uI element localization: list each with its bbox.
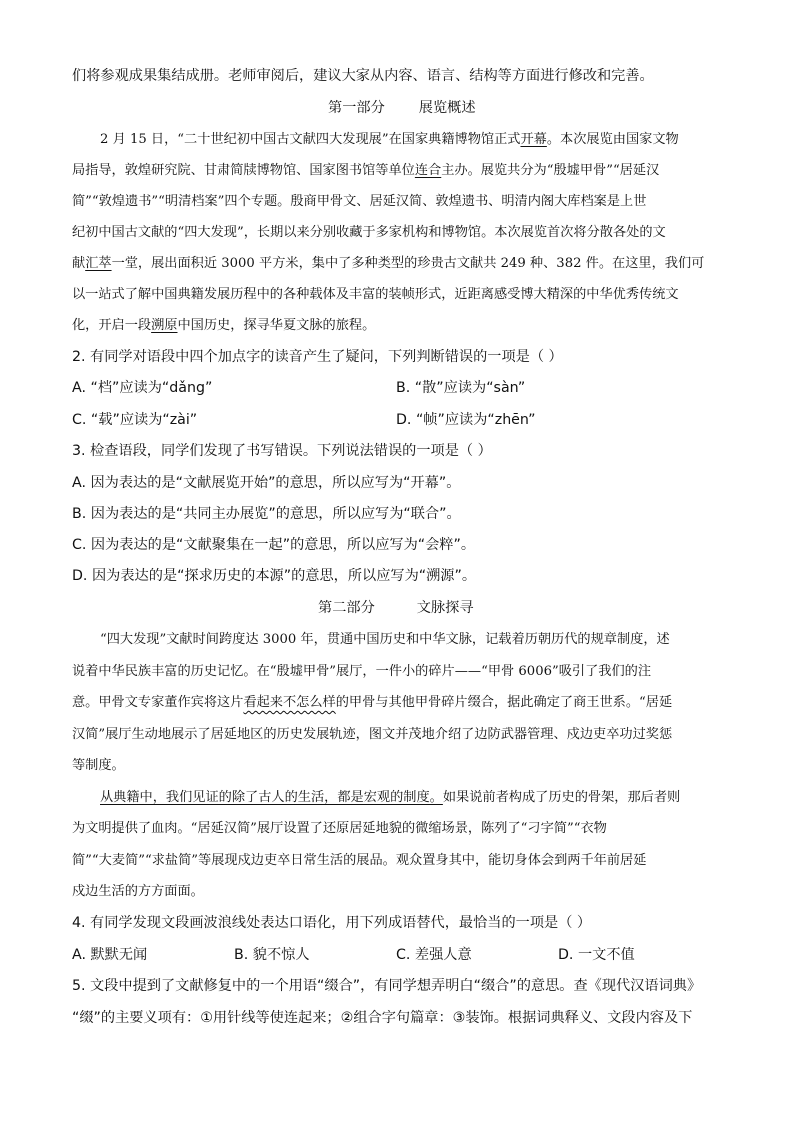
question-3-stem: 3. 检查语段，同学们发现了书写错误。下列说法错误的一项是（ ） [72,443,492,459]
part1-line-4: 纪初中国古文献的“四大发现”，长期以来分别收藏于多家机构和博物馆。本次展览首次将分散各处的文 [72,225,666,240]
question-2-option-c[interactable]: C. “载”应读为“zài” [72,412,198,428]
part1-heading [328,98,476,118]
question-4-option-b[interactable]: B. 貌不惊人 [234,947,310,963]
part2-p1-line-5: 等制度。 [72,758,125,773]
intro-line: 们将参观成果集结成册。老师审阅后，建议大家从内容、语言、结构等方面进行修改和完善。 [72,68,654,84]
part1-line-7: 化，开启一段溯原中国历史，探寻华夏文脉的旅程。 [72,318,376,333]
question-5-line-1: 5. 文段中提到了文献修复中的一个用语“缀合”，有同学想弄明白“缀合”的意思。查《现代汉语词典》 [72,978,702,994]
part2-p1-line-2: 说着中华民族丰富的历史记忆。在“殷墟甲骨”展厅，一件小的碎片——“甲骨 6006”吸引了我们的注 [72,664,652,679]
part2-p2-line-1: 从典籍中，我们见证的除了古人的生活，都是宏观的制度。如果说前者构成了历史的骨架，那后者则 [100,790,681,805]
part2-p2-line-4: 戍边生活的方方面面。 [72,884,204,899]
part2-p2-line-2: 为文明提供了血肉。“居延汉简”展厅设置了还原居延地貌的微缩场景，陈列了“刁字简”“衣物 [72,821,607,836]
question-2-option-b[interactable]: B. “散”应读为“sàn” [396,380,526,396]
typo-kaimu: 开幕 [520,132,547,147]
part2-heading-title: 文脉探寻 [416,600,474,616]
question-3-option-b[interactable]: B. 因为表达的是“共同主办展览”的意思，所以应写为“联合”。 [72,506,461,522]
typo-huicui: 汇萃 [85,256,112,271]
part1-line-2: 局指导，敦煌研究院、甘肃简牍博物馆、国家图书馆等单位连合主办。展览共分为“殷墟甲骨”“居延汉 [72,163,660,178]
part1-line-6: 以一站式了解中国典籍发展历程中的各种载体及丰富的装帧形式，近距离感受博大精深的中华优秀传统文 [72,287,679,302]
question-2-stem: 2. 有同学对语段中四个加点字的读音产生了疑问，下列判断错误的一项是（ ） [72,349,563,365]
question-3-option-d[interactable]: D. 因为表达的是“探求历史的本源”的意思，所以应写为“溯源”。 [72,568,477,584]
underlined-sentence: 从典籍中，我们见证的除了古人的生活，都是宏观的制度。 [100,790,443,805]
part1-heading-title: 展览概述 [418,100,476,116]
part2-p2-line-3: 简”“大麦简”“求盐简”等展现戍边吏卒日常生活的展品。观众置身其中，能切身体会到两千年前居延 [72,853,647,868]
part2-p1-line-3: 意。甲骨文专家董作宾将这片看起来不怎么样的甲骨与其他甲骨碎片缀合，据此确定了商王世系。“居延 [72,695,673,710]
question-2-option-a[interactable]: A. “档”应读为“dǎng” [72,380,213,396]
part2-p1-line-4: 汉简”展厅生动地展示了居延地区的历史发展轨迹，图文并茂地介绍了边防武器管理、戍边吏卒功过奖惩 [72,727,673,742]
question-5-line-2: “缀”的主要义项有：①用针线等使连起来；②组合字句篇章：③装饰。根据词典释义、文段内容及下 [72,1010,693,1026]
question-4-option-a[interactable]: A. 默默无闻 [72,947,148,963]
part2-heading-number: 第二部分 [318,600,375,616]
question-3-option-a[interactable]: A. 因为表达的是“文献展览开始”的意思，所以应写为“开幕”。 [72,475,461,491]
question-4-stem: 4. 有同学发现文段画波浪线处表达口语化，用下列成语替代，最恰当的一项是（ ） [72,915,592,931]
question-4-option-c[interactable]: C. 差强人意 [396,947,472,963]
question-3-option-c[interactable]: C. 因为表达的是“文献聚集在一起”的意思，所以应写为“会粹”。 [72,537,476,553]
part1-heading-number: 第一部分 [328,100,385,116]
wavy-underline-phrase: 看起来不怎么样 [243,695,336,710]
question-2-option-d[interactable]: D. “帧”应读为“zhēn” [396,412,536,428]
part2-p1-line-1: “四大发现”文献时间跨度达 3000 年，贯通中国历史和中华文脉，记载着历朝历代的规章制度，述 [100,632,670,647]
typo-suyuan: 溯原 [151,318,178,333]
question-4-option-d[interactable]: D. 一文不值 [558,947,635,963]
part1-line-3: 简”“敦煌遗书”“明清档案”四个专题。殷商甲骨文、居延汉简、敦煌遗书、明清内阁大库档案是上世 [72,194,647,209]
typo-lianhe: 连合 [414,163,442,178]
part1-line-5: 献汇萃一堂，展出面积近 3000 平方米，集中了多种类型的珍贵古文献共 249 种、382 件。在这里，我们可 [72,256,705,271]
part1-line-1: 2 月 15 日，“二十世纪初中国古文献四大发现展”在国家典籍博物馆正式开幕。本次展览由国家文物 [100,132,679,147]
part2-heading [318,598,474,618]
